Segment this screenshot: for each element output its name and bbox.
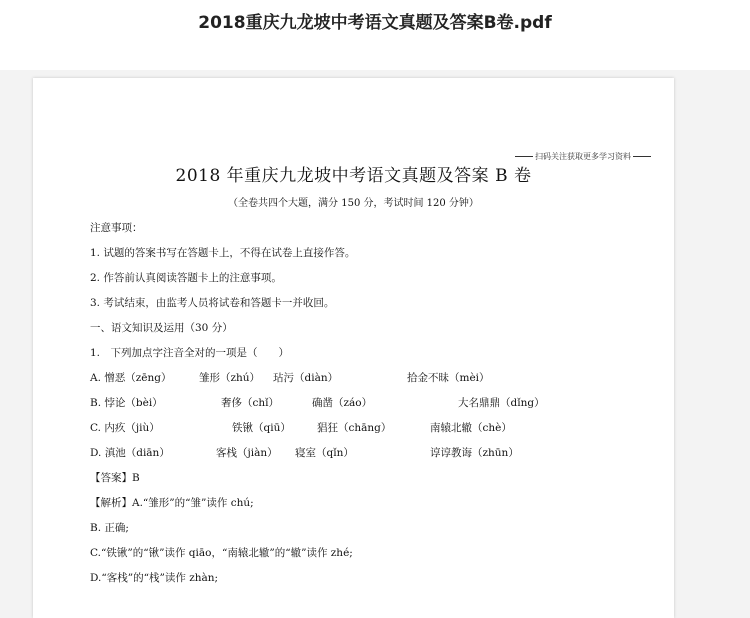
file-title: 2018重庆九龙坡中考语文真题及答案B卷.pdf	[198, 13, 552, 33]
option-a-1: A. 憎恶（zēng）	[90, 372, 172, 384]
option-a-3: 玷污（diàn）	[273, 372, 339, 384]
notice-item: 1. 试题的答案书写在答题卡上，不得在试卷上直接作答。	[90, 247, 356, 259]
pdf-page	[33, 78, 674, 618]
option-d-4: 谆谆教诲（zhūn）	[430, 447, 519, 459]
document-title: 2018 年重庆九龙坡中考语文真题及答案 B 卷	[175, 166, 532, 186]
question-stem: 1. 下列加点字注音全对的一项是（ ）	[90, 347, 290, 359]
option-d-1: D. 滇池（diān）	[90, 447, 170, 459]
promo-right-rule	[633, 156, 651, 157]
section-heading: 一、语文知识及运用（30 分）	[90, 322, 233, 334]
option-d-3: 寝室（qǐn）	[295, 447, 354, 459]
explanation-line: B. 正确;	[90, 522, 129, 534]
answer-line: 【答案】B	[90, 472, 140, 484]
explanation-line: D.“客栈”的“栈”读作 zhàn;	[90, 572, 219, 584]
option-b-3: 确凿（záo）	[312, 397, 373, 409]
option-b-4: 大名鼎鼎（dǐng）	[458, 397, 545, 409]
option-a-4: 拾金不昧（mèi）	[407, 372, 490, 384]
explanation-line: 【解析】A.“雏形”的“雏”读作 chú;	[90, 497, 254, 509]
notice-heading: 注意事项：	[90, 222, 143, 234]
option-c-1: C. 内疚（jiù）	[90, 422, 160, 434]
option-c-2: 铁锹（qiū）	[232, 422, 291, 434]
notice-item: 2. 作答前认真阅读答题卡上的注意事项。	[90, 272, 282, 284]
option-d-2: 客栈（jiàn）	[216, 447, 278, 459]
promo-text: 扫码关注获取更多学习资料	[535, 152, 631, 161]
option-a-2: 雏形（zhú）	[199, 372, 261, 384]
option-b-1: B. 悖论（bèi）	[90, 397, 163, 409]
option-c-3: 猖狂（chāng）	[317, 422, 392, 434]
viewer-toolbar	[0, 0, 750, 70]
option-b-2: 奢侈（chǐ）	[221, 397, 280, 409]
document-subtitle: （全卷共四个大题，满分 150 分，考试时间 120 分钟）	[228, 198, 479, 209]
explanation-line: C.“铁锹”的“锹”读作 qiāo，“南辕北辙”的“辙”读作 zhé;	[90, 547, 353, 559]
option-c-4: 南辕北辙（chè）	[430, 422, 512, 434]
promo-left-rule	[515, 156, 533, 157]
notice-item: 3. 考试结束，由监考人员将试卷和答题卡一并收回。	[90, 297, 335, 309]
